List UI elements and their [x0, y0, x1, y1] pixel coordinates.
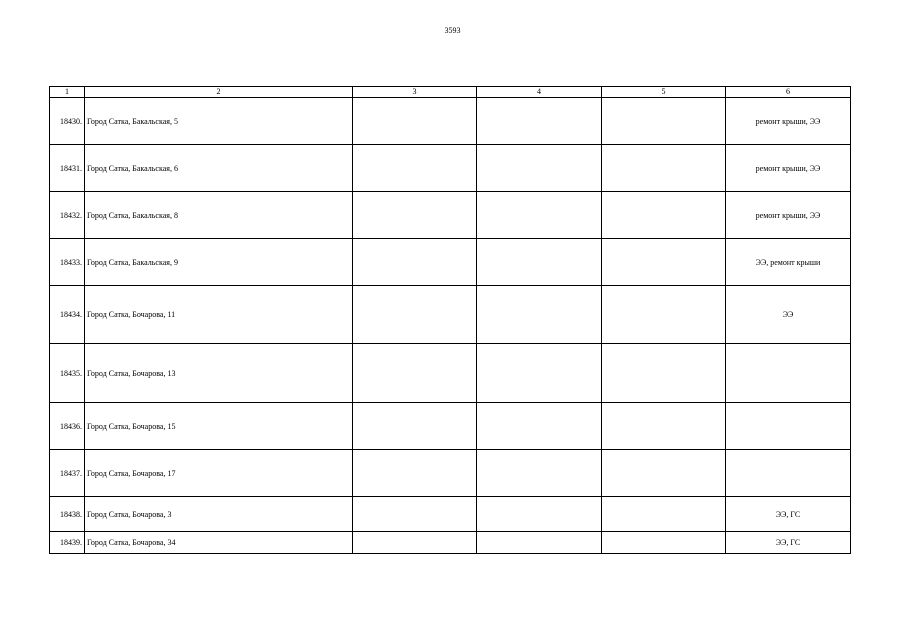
table-row	[50, 344, 851, 403]
column-header: 6	[726, 87, 851, 98]
cell-col3	[353, 286, 477, 344]
cell-col5	[602, 145, 726, 192]
cell-col4	[477, 239, 602, 286]
address-cell: Город Сатка, Бакальская, 5	[85, 98, 353, 145]
row-number: 18434.	[50, 286, 85, 344]
address-cell: Город Сатка, Бочарова, 34	[85, 532, 353, 554]
cell-col3	[353, 192, 477, 239]
cell-col3	[353, 344, 477, 403]
row-number: 18430.	[50, 98, 85, 145]
works-cell: ЭЭ, ГС	[726, 497, 851, 532]
works-cell: ремонт крыши, ЭЭ	[726, 98, 851, 145]
address-cell: Город Сатка, Бочарова, 15	[85, 403, 353, 450]
cell-col4	[477, 286, 602, 344]
cell-col3	[353, 450, 477, 497]
cell-col4	[477, 344, 602, 403]
cell-col4	[477, 403, 602, 450]
cell-col5	[602, 450, 726, 497]
works-cell: ЭЭ, ГС	[726, 532, 851, 554]
cell-col3	[353, 145, 477, 192]
cell-col3	[353, 497, 477, 532]
cell-col3	[353, 532, 477, 554]
row-number: 18433.	[50, 239, 85, 286]
cell-col5	[602, 192, 726, 239]
row-number: 18435.	[50, 344, 85, 403]
column-header: 4	[477, 87, 602, 98]
cell-col5	[602, 497, 726, 532]
address-cell: Город Сатка, Бочарова, 11	[85, 286, 353, 344]
cell-col4	[477, 98, 602, 145]
works-cell	[726, 450, 851, 497]
works-cell: ремонт крыши, ЭЭ	[726, 145, 851, 192]
row-number: 18438.	[50, 497, 85, 532]
table-row	[50, 98, 851, 145]
row-number: 18439.	[50, 532, 85, 554]
table-row	[50, 286, 851, 344]
column-header: 5	[602, 87, 726, 98]
cell-col4	[477, 497, 602, 532]
table-row	[50, 532, 851, 554]
cell-col4	[477, 192, 602, 239]
cell-col3	[353, 98, 477, 145]
registry-table	[49, 86, 851, 554]
table-row	[50, 145, 851, 192]
row-number: 18436.	[50, 403, 85, 450]
works-cell: ремонт крыши, ЭЭ	[726, 192, 851, 239]
column-header: 2	[85, 87, 353, 98]
works-cell: ЭЭ	[726, 286, 851, 344]
page-number: 3593	[444, 26, 461, 35]
table-row	[50, 239, 851, 286]
header-row	[50, 87, 851, 98]
works-cell	[726, 344, 851, 403]
address-cell: Город Сатка, Бакальская, 9	[85, 239, 353, 286]
cell-col4	[477, 450, 602, 497]
address-cell: Город Сатка, Бочарова, 17	[85, 450, 353, 497]
row-number: 18431.	[50, 145, 85, 192]
cell-col4	[477, 532, 602, 554]
works-cell	[726, 403, 851, 450]
address-cell: Город Сатка, Бочарова, 3	[85, 497, 353, 532]
table-row	[50, 192, 851, 239]
row-number: 18437.	[50, 450, 85, 497]
works-cell: ЭЭ, ремонт крыши	[726, 239, 851, 286]
cell-col3	[353, 403, 477, 450]
column-header: 3	[353, 87, 477, 98]
cell-col4	[477, 145, 602, 192]
column-header: 1	[50, 87, 85, 98]
address-cell: Город Сатка, Бакальская, 6	[85, 145, 353, 192]
table-row	[50, 403, 851, 450]
cell-col5	[602, 286, 726, 344]
row-number: 18432.	[50, 192, 85, 239]
address-cell: Город Сатка, Бочарова, 13	[85, 344, 353, 403]
table-row	[50, 497, 851, 532]
cell-col5	[602, 239, 726, 286]
cell-col5	[602, 403, 726, 450]
cell-col3	[353, 239, 477, 286]
table-row	[50, 450, 851, 497]
cell-col5	[602, 344, 726, 403]
address-cell: Город Сатка, Бакальская, 8	[85, 192, 353, 239]
cell-col5	[602, 532, 726, 554]
cell-col5	[602, 98, 726, 145]
